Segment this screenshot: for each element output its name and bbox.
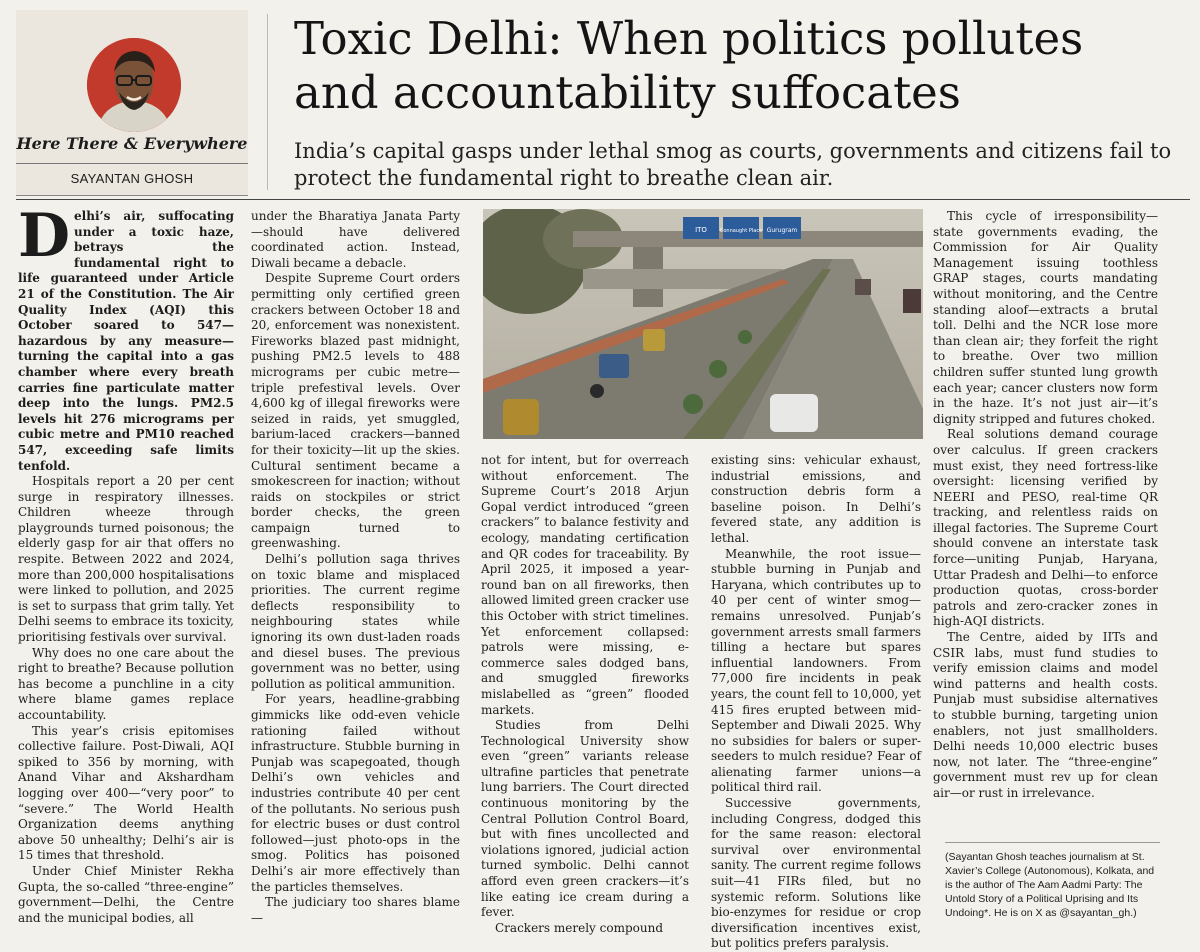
paragraph: Successive governments, including Congress, dodged this for the same reason: electoral survival over environmental sanity. The current regime follows suit—41 FIRs filed, but no systemic reform. Solutions like bio-enzymes for residue or crop diversification incentives exist, but politics prefers paralysis. [711,796,921,951]
paragraph: Delhi’s pollution saga thrives on toxic blame and misplaced priorities. The current regime deflects responsibility to neighbouring states while ignoring its own dust-laden roads and diesel buses. The previous government was no better, using pollution as political ammunition. [251,552,460,691]
sign-3: Gurugram [766,227,798,234]
sign-1: ITO [695,226,707,234]
lead-text: elhi’s air, suffocating under a toxic haze, betrays the fundamental right to life guaranteed under Article 21 of the Constitution. The Air Quality Index (AQI) this October soared to 547—hazardous by any measure—turning the capital into a gas chamber where every breath carries fine particulate matter deep into the lungs. PM2.5 levels hit 276 micrograms per cubic metre and PM10 reached 547, exceeding safe limits tenfold. [18,209,234,473]
paragraph: The Centre, aided by IITs and CSIR labs, must fund studies to verify emission claims and model wind patterns and health costs. Punjab must subsidise alternatives to stubble burning, targeting union enablers, not just smallholders. Delhi needs 10,000 electric buses now, not later. The “three-engine” government must rev up for clean air—or rust in irrelevance. [933,630,1158,800]
sign-2: Connaught Place [719,228,763,234]
smog-highway-photo [483,209,923,439]
header-vertical-divider [267,14,268,190]
note-divider [945,842,1160,843]
paragraph-continued: not for intent, but for overreach without enforcement. The Supreme Court’s 2018 Arjun Gopal verdict introduced “green crackers” to balance festivity and ecology, mandating certification and QR codes for traceability. By April 2025, it imposed a year-round ban on all fireworks, then allowed limited green cracker use this October with strict timelines. Yet enforcement collapsed: patrols were missing, e-commerce sales dodged bans, and smuggled fireworks mislabelled as “green” flooded markets. [481,453,689,717]
article-column-2 [251,209,460,926]
article-column-5 [933,209,1158,802]
article-column-4 [711,453,921,952]
author-byline: SAYANTAN GHOSH [70,171,194,186]
article-column-3 [481,453,689,936]
paragraph-continued: under the Bharatiya Janata Party—should have delivered coordinated action. Instead, Diwali became a debacle. [251,209,460,270]
paragraph: Meanwhile, the root issue—stubble burning in Punjab and Haryana, which contributes up to 40 per cent of winter smog—remains unresolved. Punjab’s government arrests small farmers tilling a hectare but spares influential landowners. From 77,000 fire incidents in peak years, the count fell to 10,000, yet 415 fires erupted between mid-September and Diwali 2025. Why no subsidies for balers or super-seeders to mulch residue? Fear of alienating farmer unions—a political third rail. [711,546,921,795]
paragraph: This year’s crisis epitomises collective failure. Post-Diwali, AQI spiked to 356 by morning, with Anand Vihar and Akshardham logging over 400—“very poor” to “severe.” The World Health Organization deems anything above 50 unhealthy; Delhi’s air is 15 times that threshold. [18,723,234,863]
author-portrait-icon [87,38,181,132]
headline: Toxic Delhi: When politics pollutes and accountability suffocates [294,12,1084,119]
drop-cap: D [18,201,71,271]
paragraph: Hospitals report a 20 per cent surge in respiratory illnesses. Children wheeze through playgrounds turned poisonous; the elderly gasp for air that offers no respite. Between 2022 and 2024, more than 200,000 hospitalisations were linked to pollution, and 2025 is set to surpass that grim tally. Yet Delhi seems to embrace its toxicity, prioritising festivals over survival. [18,474,234,645]
paragraph: Crackers merely compound [495,920,663,935]
paragraph: Real solutions demand courage over calculus. If green crackers must exist, they need fortress-like oversight: licensing verified by NEERI and PESO, real-time QR tracking, and relentless raids on illegal factories. The Supreme Court should convene an interstate task force—uniting Punjab, Haryana, Uttar Pradesh and Delhi—to enforce production quotas, cross-border patrols and zero-cracker zones in high-AQI districts. [933,427,1158,629]
paragraph: Under Chief Minister Rekha Gupta, the so-called “three-engine” government—Delhi, the Centre and the municipal bodies, all [18,863,234,925]
smog-road-image-icon [483,209,923,439]
paragraph-continued: existing sins: vehicular exhaust, industrial emissions, and construction debris form a baseline poison. In Delhi’s fevered state, any addition is lethal. [711,453,921,545]
author-note: (Sayantan Ghosh teaches journalism at St. Xavier’s College (Autonomous), Kolkata, and is the author of The Aam Aadmi Party: The Untold Story of a Political Uprising and Its Undoing*. He is on X as @sayantan_gh.) [945,851,1155,919]
header-rule [16,199,1190,200]
paragraph: Why does no one care about the right to breathe? Because pollution has become a punchline in a city where blame games replace accountability. [18,645,234,722]
paragraph: For years, headline-grabbing gimmicks like odd-even vehicle rationing failed without infrastructure. Stubble burning in Punjab was scapegoated, though Delhi’s own vehicles and industries contribute 40 per cent of the pollutants. No serious push for electric buses or dust control followed—just photo-ops in the smog. Politics has poisoned Delhi’s air more effectively than the particles themselves. [251,692,460,894]
lead-paragraph [18,201,234,474]
deck-subheadline: India’s capital gasps under lethal smog as courts, governments and citizens fail to protect the fundamental right to breathe clean air. [294,139,1172,190]
column-name: Here There & Everywhere [16,134,248,153]
paragraph: The judiciary too shares blame— [251,895,460,925]
column-divider [16,163,248,164]
lead-paragraph-wrap [18,201,234,474]
article-column-1 [18,201,234,926]
author-avatar [87,38,181,132]
paragraph: This cycle of irresponsibility—state governments evading, the Commission for Air Quality Management issuing toothless GRAP stages, courts mandating without monitoring, and the Centre standing aloof—extracts a brutal toll. Delhi and the NCR lose more than clean air; they forfeit the right to breathe. Over two million children suffer stunted lung growth each year; cancer clusters now form in the haze. It’s not just air—it’s dignity stripped and futures choked. [933,209,1158,426]
paragraph: Studies from Delhi Technological University show even “green” variants release ultrafine particles that penetrate lung barriers. The Court directed continuous monitoring by the Central Pollution Control Board, but with fines uncollected and violations ignored, judicial action turned symbolic. Delhi cannot afford even green crackers—it’s like eating ice cream during a fever. [481,718,689,920]
paragraph: Despite Supreme Court orders permitting only certified green crackers between October 18 and 20, enforcement was nonexistent. Fireworks blazed past midnight, pushing PM2.5 levels to 488 micrograms per cubic metre—triple prefestival levels. Over 4,600 kg of illegal fireworks were seized in raids, yet smuggled, barium-laced crackers—banned for their toxicity—lit up the skies. Cultural sentiment became a smokescreen for inaction; without raids on stockpiles or strict border checks, the green campaign turned to greenwashing. [251,271,460,551]
